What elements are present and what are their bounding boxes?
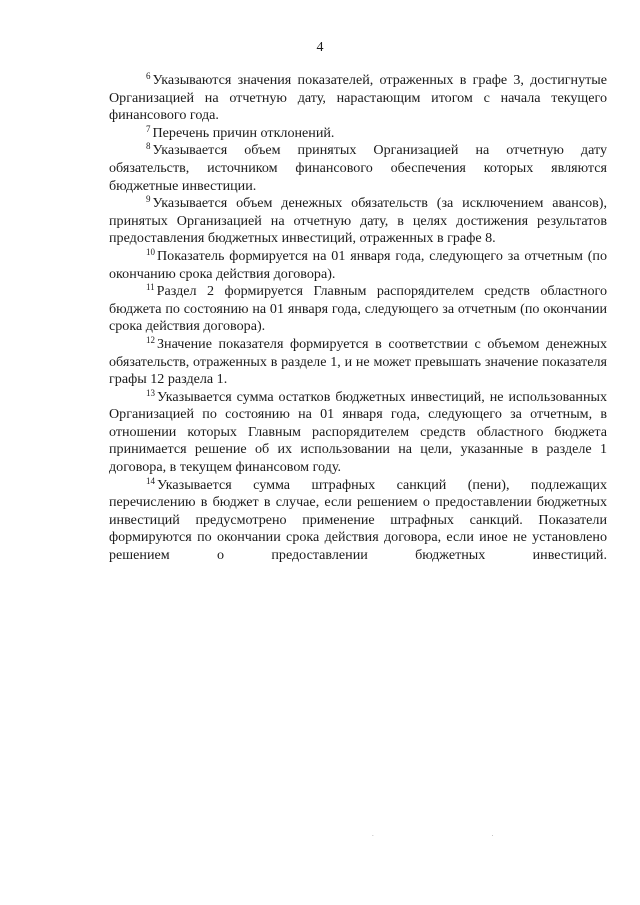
- footnote-text: Раздел 2 формируется Главным распорядителем средств областного бюджета по состоянию на 01 января года, следующего за отчетным (по окончании срока действия договора).: [109, 283, 607, 335]
- footnote-marker: 12: [146, 334, 155, 345]
- footnote-marker: 13: [146, 387, 155, 398]
- footnote-marker: 14: [146, 475, 155, 486]
- footnote-marker: 6: [146, 71, 151, 81]
- footnote-marker: 9: [146, 194, 151, 205]
- footnote-marker: 7: [146, 123, 151, 134]
- scan-specks: . .: [372, 830, 552, 838]
- footnotes-block: [109, 72, 607, 565]
- footnote-13: [109, 389, 607, 477]
- footnote-12: [109, 336, 607, 389]
- footnote-10: [109, 248, 607, 283]
- footnote-text: Указывается объем принятых Организацией на отчетную дату обязательств, источником финансового обеспечения которых являются бюджетные инвестиции.: [109, 142, 607, 194]
- footnote-marker: 8: [146, 141, 151, 152]
- footnote-14: [109, 477, 607, 565]
- footnote-text: Показатель формируется на 01 января года, следующего за отчетным (по окончанию срока действия договора).: [109, 247, 607, 282]
- footnote-marker: 10: [146, 246, 155, 257]
- footnote-9: [109, 195, 607, 248]
- footnote-text: Указывается объем денежных обязательств (за исключением авансов), принятых Организацией на отчетную дату, в целях достижения результатов предоставления бюджетных инвестиций, отраженных в графе 8.: [109, 195, 607, 247]
- footnote-11: [109, 283, 607, 336]
- footnote-text: Указывается сумма остатков бюджетных инвестиций, не использованных Организацией по состоянию на 01 января года, следующего за отчетным, в отношении которых Главным распорядителем средств областного бюджета принимается решение об их использовании на цели, указанные в разделе 1 договора, в текущем финансовом году.: [109, 388, 607, 476]
- page-number: 4: [316, 40, 324, 55]
- footnote-text: Перечень причин отклонений.: [152, 124, 335, 141]
- footnote-7: [109, 125, 607, 143]
- footnote-8: [109, 142, 607, 195]
- footnote-text: Значение показателя формируется в соответствии с объемом денежных обязательств, отраженных в разделе 1, и не может превышать значение показателя графы 12 раздела 1.: [109, 335, 607, 388]
- footnote-6: [109, 72, 607, 125]
- footnote-text: Указываются значения показателей, отраженных в графе 3, достигнутые Организацией на отчетную дату, нарастающим итогом с начала текущего финансового года.: [109, 72, 607, 124]
- footnote-marker: 11: [146, 282, 155, 293]
- footnote-text: Указывается сумма штрафных санкций (пени), подлежащих перечислению в бюджет в случае, если решением о предоставлении бюджетных инвестиций предусмотрено применение штрафных санкций. Показатели формируются по окончании срока действия договора, если иное не установлено решением о предоставлении бюджетных инвестиций.: [109, 476, 607, 564]
